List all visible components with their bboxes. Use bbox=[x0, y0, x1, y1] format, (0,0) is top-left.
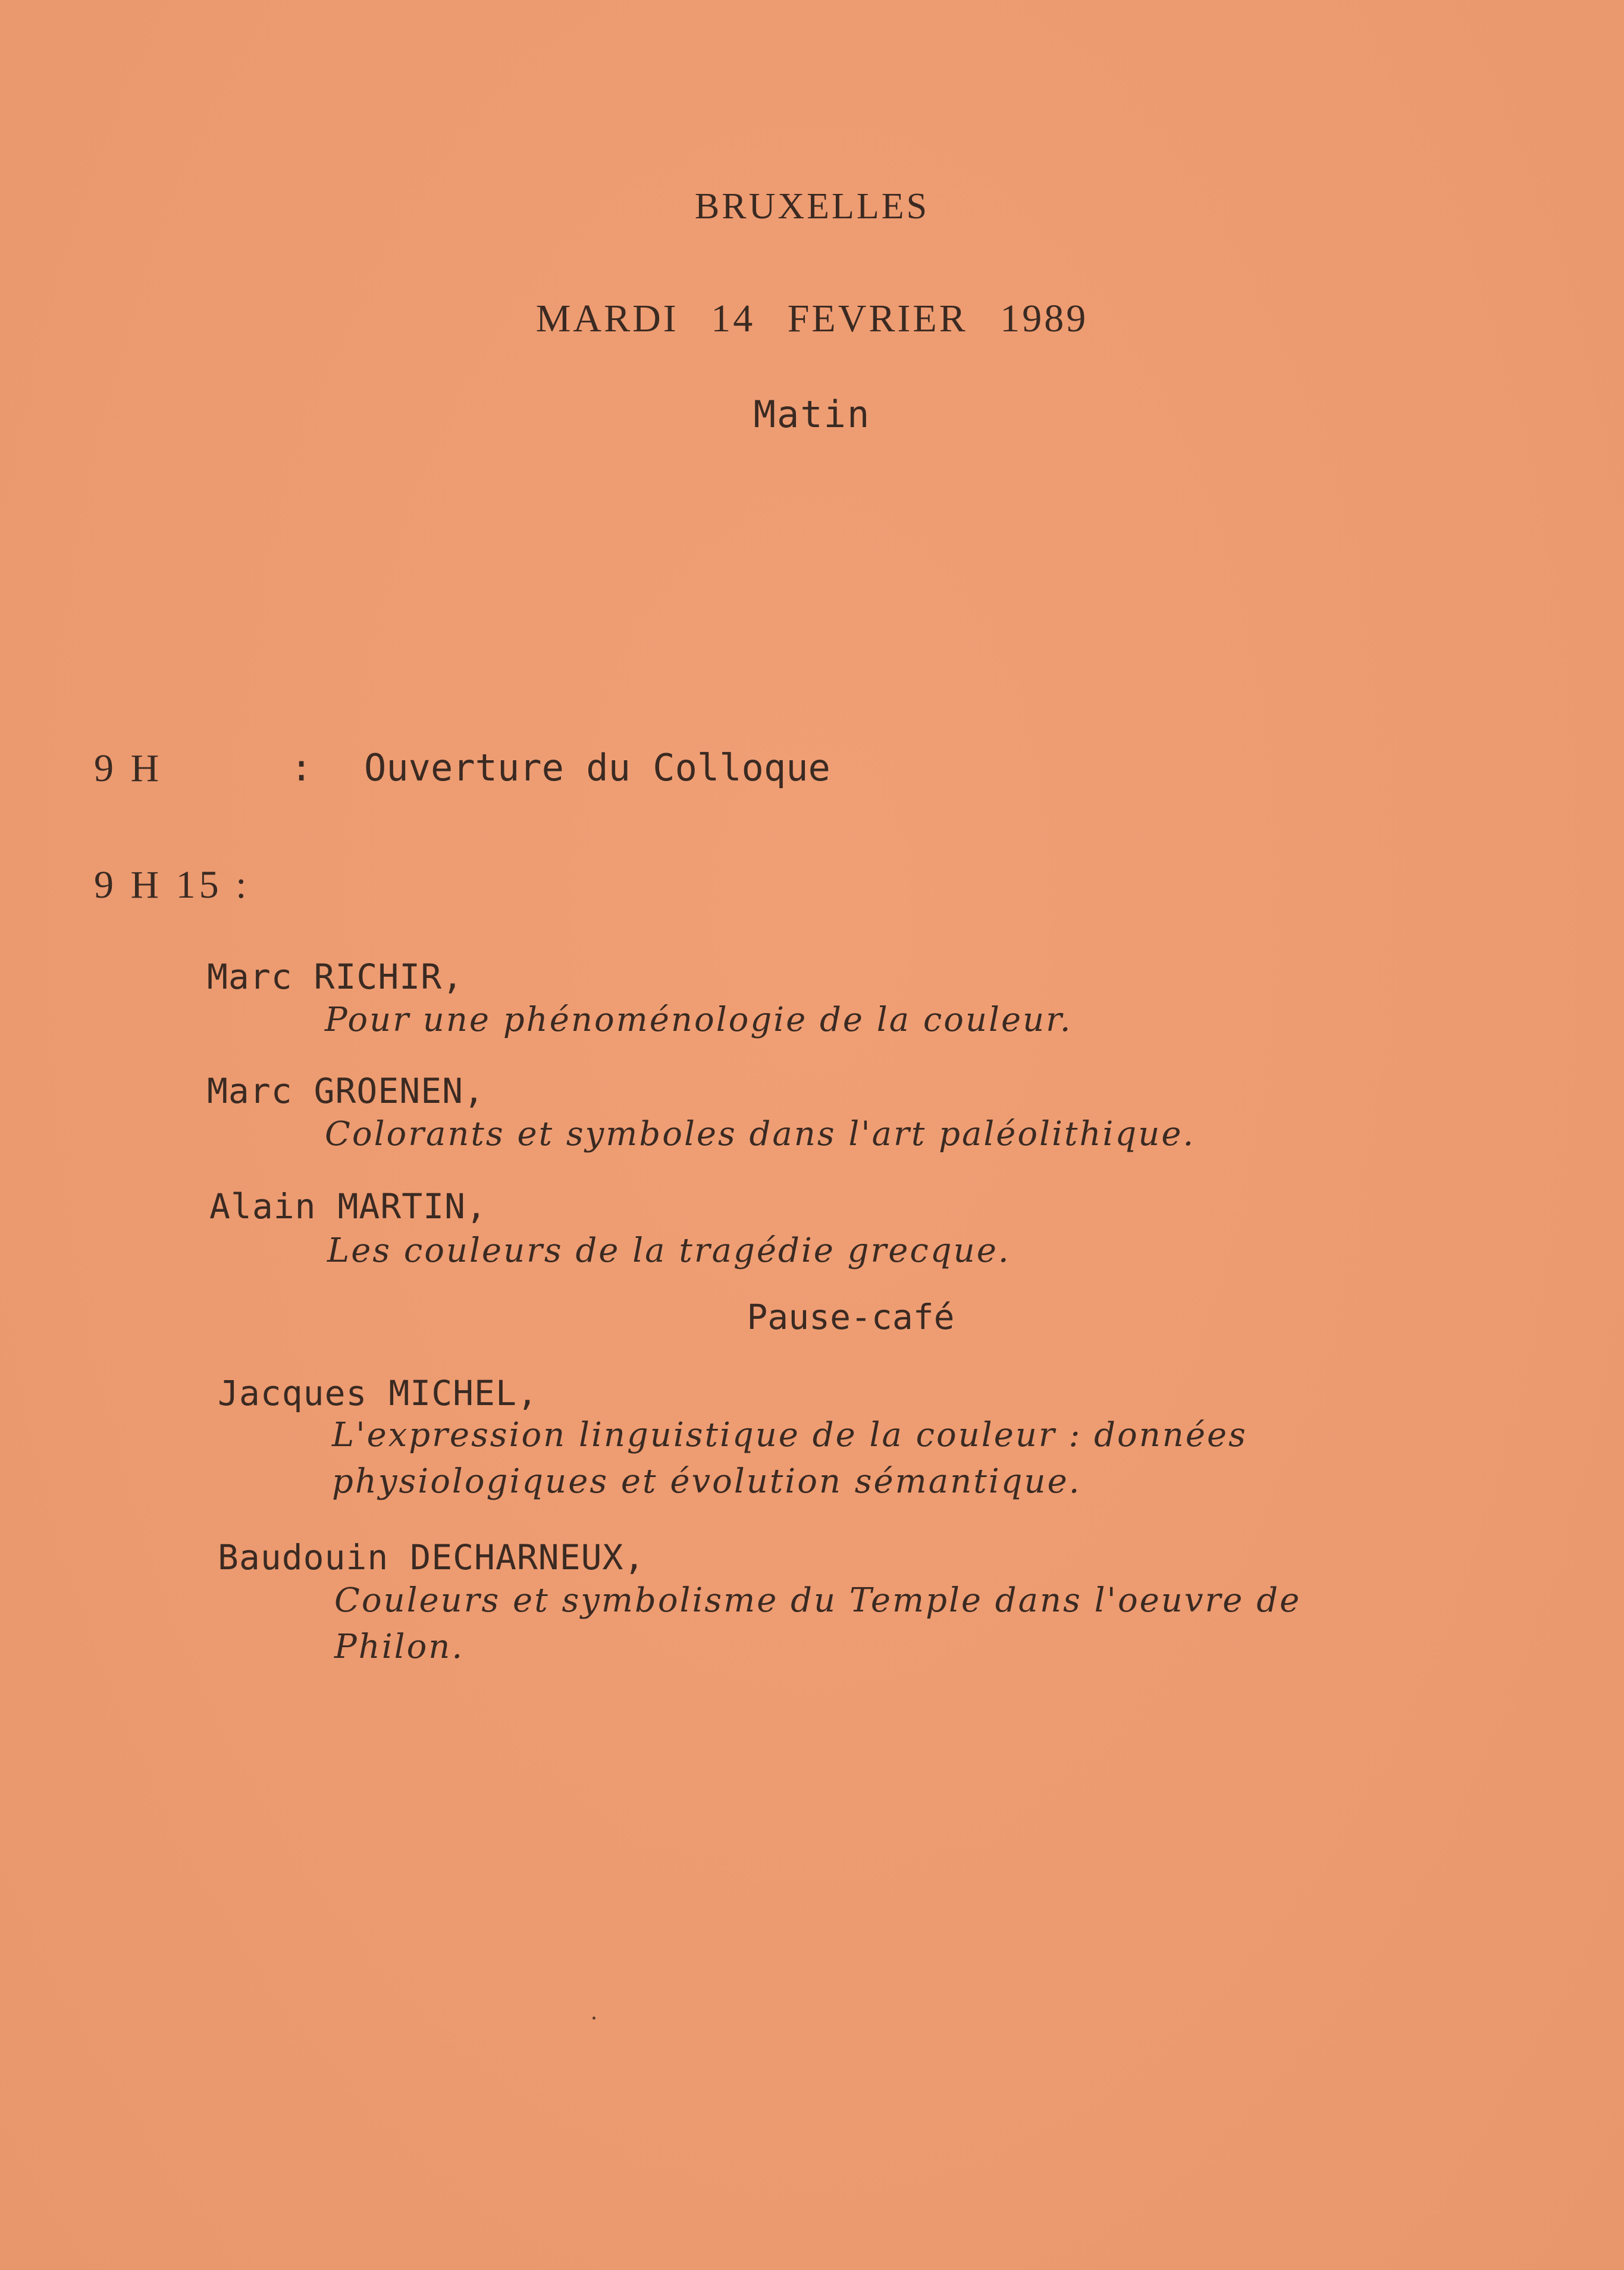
period-heading: Matin bbox=[753, 393, 871, 436]
talk-speaker: Marc GROENEN, bbox=[207, 1071, 485, 1111]
opening-time: 9 H bbox=[94, 747, 163, 790]
talk-speaker: Marc RICHIR, bbox=[207, 957, 464, 997]
talk-speaker: Baudouin DECHARNEUX, bbox=[218, 1537, 645, 1578]
talk-title: Les couleurs de la tragédie grecque. bbox=[327, 1231, 1011, 1270]
talk-title: Couleurs et symbolisme du Temple dans l'oeuvre de Philon. bbox=[334, 1581, 1302, 1666]
coffee-break-label: Pause-café bbox=[747, 1297, 955, 1337]
city-heading: BRUXELLES bbox=[694, 186, 930, 227]
session-time: 9 H 15 : bbox=[94, 863, 250, 907]
talk-speaker: Jacques MICHEL, bbox=[218, 1373, 538, 1413]
talk-title: L'expression linguistique de la couleur : données physiologiques et évolution sémantique. bbox=[332, 1416, 1247, 1501]
talk-title: Colorants et symboles dans l'art paléolithique. bbox=[325, 1115, 1196, 1153]
paper-speck bbox=[592, 2017, 595, 2020]
opening-label: Ouverture du Colloque bbox=[364, 746, 830, 789]
opening-separator: : bbox=[290, 746, 313, 789]
talk-speaker: Alain MARTIN, bbox=[209, 1186, 487, 1227]
talk-title: Pour une phénoménologie de la couleur. bbox=[325, 1001, 1073, 1039]
date-heading: MARDI 14 FEVRIER 1989 bbox=[535, 297, 1089, 340]
